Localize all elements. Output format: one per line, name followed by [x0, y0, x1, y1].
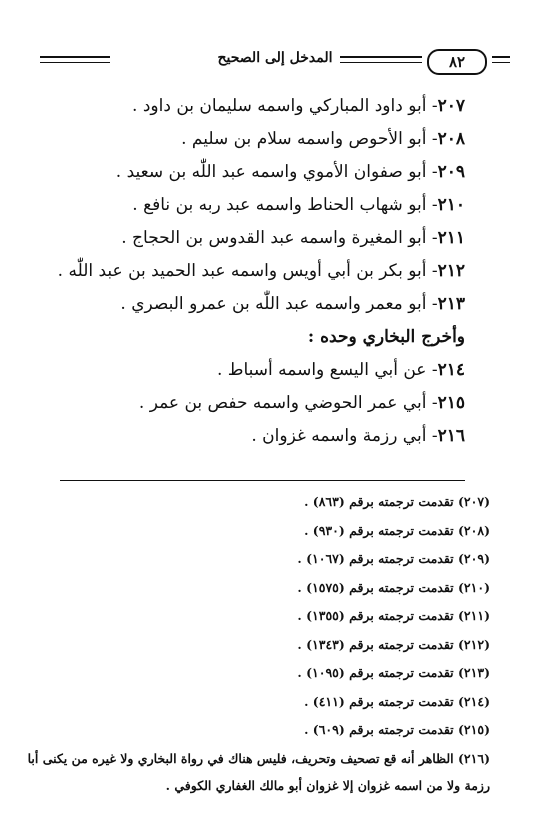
entry-text: - أبو معمر واسمه عبد اللّٰه بن عمرو البصري .: [120, 294, 438, 314]
header-rule-left: [40, 56, 110, 58]
entry-text: - أبو شهاب الحناط واسمه عبد ربه بن نافع .: [132, 195, 438, 215]
footnote: (٢١٠) تقدمت ترجمته برقم (١٥٧٥) .: [297, 579, 490, 595]
footnote: (٢١٣) تقدمت ترجمته برقم (١٠٩٥) .: [297, 665, 490, 680]
footnote: (٢٠٨) تقدمت ترجمته برقم (٩٣٠) .: [304, 522, 490, 538]
section-subheading: وأخرج البخاري وحده :: [307, 327, 465, 347]
entry-number: ٢٠٩: [437, 162, 465, 182]
list-item: [130, 387, 465, 420]
entry-number: ٢١٥: [437, 393, 465, 413]
header-rule-right: [492, 56, 510, 58]
header-rule-middle-thin: [340, 62, 422, 63]
footnote-divider: [60, 480, 465, 481]
entry-number: ٢١٦: [437, 426, 465, 446]
list-item: [121, 222, 465, 255]
list-item: [115, 156, 465, 189]
footnote: (٢٠٧) تقدمت ترجمته برقم (٨٦٣) .: [304, 494, 490, 509]
entry-text: - أبو بكر بن أبي أويس واسمه عبد الحميد بن عبد اللّٰه .: [57, 261, 438, 281]
narrator-list: [57, 90, 465, 453]
entry-number: ٢١١: [437, 228, 465, 248]
list-item: [130, 354, 465, 387]
footnote-long-line1: (٢١٦) الظاهر أنه قع تصحيف وتحريف، فليس هناك في رواة البخاري ولا غيره من يكنى أبا: [27, 750, 490, 766]
entry-text: - أبو صفوان الأموي واسمه عبد اللّٰه بن سعيد .: [115, 162, 438, 182]
footnote-long-line2: رزمة ولا من اسمه غزوان إلا غزوان أبو مالك الغفاري الكوفي .: [165, 777, 490, 793]
list-item: [130, 420, 465, 453]
entry-text: - عن أبي اليسع واسمه أسباط .: [216, 360, 438, 380]
page-number: ٨٢: [427, 49, 487, 75]
entry-number: ٢٠٧: [437, 96, 465, 116]
footnote: (٢١١) تقدمت ترجمته برقم (١٣٥٥) .: [297, 608, 490, 623]
footnote: (٢١٤) تقدمت ترجمته برقم (٤١١) .: [304, 693, 490, 709]
footnote: (٢٠٩) تقدمت ترجمته برقم (١٠٦٧) .: [297, 551, 490, 566]
list-item: [130, 90, 465, 123]
list-item: [130, 123, 465, 156]
footnote: (٢١٥) تقدمت ترجمته برقم (٦٠٩) .: [304, 722, 490, 737]
entry-number: ٢١٢: [437, 261, 465, 281]
page-header: [40, 44, 510, 74]
footnotes: [27, 488, 490, 799]
entry-text: - أبي رزمة واسمه غزوان .: [251, 426, 438, 446]
entry-text: - أبو داود المباركي واسمه سليمان بن داود .: [132, 96, 438, 116]
entry-number: ٢١٠: [437, 195, 465, 215]
entry-number: ٢١٤: [437, 360, 465, 380]
list-item: [130, 189, 465, 222]
footnote: (٢١٢) تقدمت ترجمته برقم (١٣٤٣) .: [297, 636, 490, 652]
entry-number: ٢١٣: [437, 294, 465, 314]
running-title: المدخل إلى الصحيح: [215, 50, 335, 66]
entry-text: - أبو الأحوص واسمه سلام بن سليم .: [181, 129, 438, 149]
header-rule-left-thin: [40, 62, 110, 63]
list-item: [120, 288, 465, 321]
entry-text: - أبو المغيرة واسمه عبد القدوس بن الحجاج .: [121, 228, 438, 248]
entry-number: ٢٠٨: [437, 129, 465, 149]
header-rule-middle: [340, 56, 422, 58]
header-rule-right-thin: [492, 62, 510, 63]
entry-text: - أبي عمر الحوضي واسمه حفص بن عمر .: [138, 393, 438, 413]
list-item: [57, 255, 465, 288]
